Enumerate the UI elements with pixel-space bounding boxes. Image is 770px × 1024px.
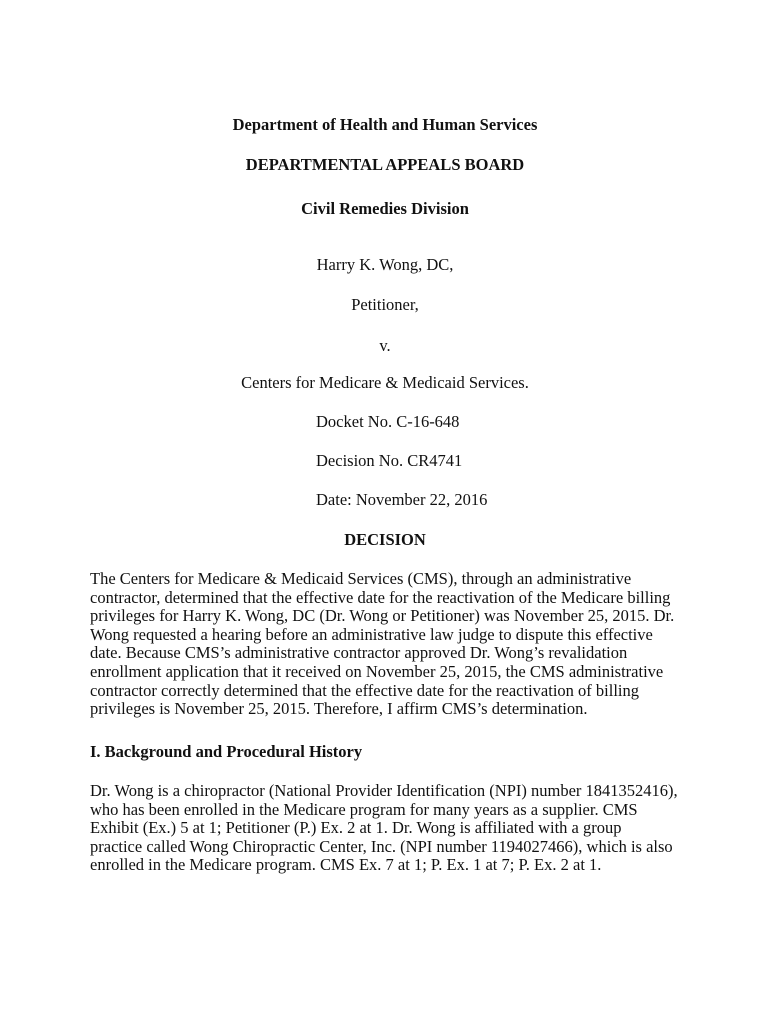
department-heading: Department of Health and Human Services [232, 115, 538, 134]
paragraph-line: who has been enrolled in the Medicare program for many years as a supplier. CMS [90, 799, 638, 819]
paragraph-line: Dr. Wong is a chiropractor (National Provider Identification (NPI) number 1841352416), [90, 781, 678, 800]
respondent-name: Centers for Medicare & Medicaid Services. [241, 373, 529, 392]
decision-number: Decision No. CR4741 [316, 451, 463, 470]
board-heading: DEPARTMENTAL APPEALS BOARD [245, 155, 525, 174]
paragraph-line: practice called Wong Chiropractic Center, Inc. (NPI number 1194027466), which is also [90, 836, 673, 856]
paragraph-line: enrollment application that it received on November 25, 2015, the CMS administrative [90, 661, 664, 681]
petitioner-name: Harry K. Wong, DC, [316, 255, 454, 274]
paragraph-line: privileges for Harry K. Wong, DC (Dr. Wong or Petitioner) was November 25, 2015. Dr. [90, 606, 675, 626]
section-heading-background: I. Background and Procedural History [90, 742, 363, 761]
division-heading: Civil Remedies Division [301, 199, 469, 218]
decision-date: Date: November 22, 2016 [316, 490, 488, 509]
paragraph-line: contractor, determined that the effective date for the reactivation of the Medicare billing [90, 587, 671, 607]
background-paragraph [90, 782, 700, 875]
docket-number: Docket No. C-16-648 [316, 412, 460, 431]
paragraph-line: privileges is November 25, 2015. Therefore, I affirm CMS’s determination. [90, 699, 588, 719]
paragraph-line: Wong requested a hearing before an administrative law judge to dispute this effective [90, 624, 653, 644]
versus: v. [379, 336, 391, 355]
paragraph-line: enrolled in the Medicare program. CMS Ex. 7 at 1; P. Ex. 1 at 7; P. Ex. 2 at 1. [90, 855, 602, 875]
paragraph-line: The Centers for Medicare & Medicaid Services (CMS), through an administrative [90, 569, 632, 588]
petitioner-role: Petitioner, [351, 295, 419, 314]
decision-title: DECISION [344, 530, 426, 549]
paragraph-line: date. Because CMS’s administrative contractor approved Dr. Wong’s revalidation [90, 643, 628, 663]
paragraph-line: contractor correctly determined that the effective date for the reactivation of billing [90, 680, 639, 700]
decision-intro-paragraph [90, 570, 700, 719]
paragraph-line: Exhibit (Ex.) 5 at 1; Petitioner (P.) Ex. 2 at 1. Dr. Wong is affiliated with a group [90, 818, 622, 838]
